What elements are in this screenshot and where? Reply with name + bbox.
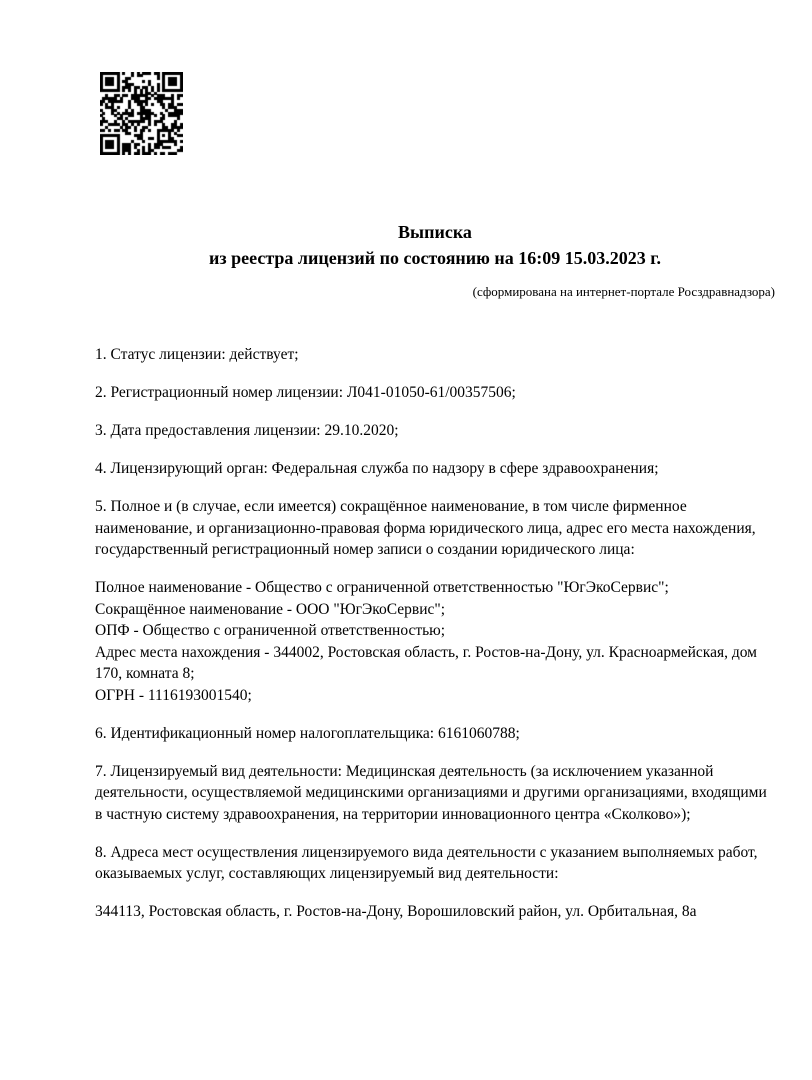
paragraph-line: Сокращённое наименование - ООО "ЮгЭкоСервис"; bbox=[95, 600, 446, 618]
document-body bbox=[0, 301, 812, 923]
paragraph bbox=[95, 420, 775, 442]
paragraph-line: ОГРН - 1116193001540; bbox=[95, 686, 252, 704]
paragraph-line: Адрес места нахождения - 344002, Ростовская область, г. Ростов-на-Дону, ул. Красноармейская, дом 170, комната 8; bbox=[95, 643, 757, 682]
paragraph-line: 5. Полное и (в случае, если имеется) сокращённое наименование, в том числе фирменное наименование, и организационно-правовая форма юридического лица, адрес его места нахождения, государственный регистрационный номер записи о создании юридического лица: bbox=[95, 498, 756, 558]
paragraph bbox=[95, 901, 775, 923]
title-line-2: из реестра лицензий по состоянию на 16:09 15.03.2023 г. bbox=[209, 248, 661, 268]
paragraph-line: 6. Идентификационный номер налогоплательщика: 6161060788; bbox=[95, 724, 520, 742]
paragraph-line: 2. Регистрационный номер лицензии: Л041-01050-61/00357506; bbox=[95, 384, 516, 401]
paragraph bbox=[95, 761, 775, 826]
paragraph-line: 344113, Ростовская область, г. Ростов-на-Дону, Ворошиловский район, ул. Орбитальная, 8а bbox=[95, 903, 697, 920]
paragraph bbox=[95, 577, 775, 706]
paragraph-line: ОПФ - Общество с ограниченной ответственностью; bbox=[95, 622, 446, 639]
paragraph bbox=[95, 458, 775, 480]
paragraph-line: 4. Лицензирующий орган: Федеральная служба по надзору в сфере здравоохранения; bbox=[95, 460, 659, 477]
paragraph bbox=[95, 496, 775, 561]
paragraph-line: 1. Статус лицензии: действует; bbox=[95, 346, 299, 363]
paragraph-line: Полное наименование - Общество с ограниченной ответственностью "ЮгЭкоСервис"; bbox=[95, 579, 669, 596]
qr-code-icon bbox=[100, 72, 183, 155]
paragraph bbox=[95, 842, 775, 885]
paragraph-line: 7. Лицензируемый вид деятельности: Медицинская деятельность (за исключением указанной деятельности, осуществляемой медицинскими организациями и другими организациями, входящими в частную систему здравоохранения, на территории инновационного центра «Сколково»); bbox=[95, 762, 767, 823]
paragraph bbox=[95, 382, 775, 404]
paragraph-line: 3. Дата предоставления лицензии: 29.10.2020; bbox=[95, 422, 399, 439]
document-subtitle: (сформирована на интернет-портале Росздравнадзора) bbox=[472, 284, 775, 299]
paragraph-line: 8. Адреса мест осуществления лицензируемого вида деятельности с указанием выполняемых работ, оказываемых услуг, составляющих лицензируемый вид деятельности: bbox=[95, 843, 758, 882]
document-title bbox=[0, 219, 812, 271]
paragraph bbox=[95, 344, 775, 366]
paragraph bbox=[95, 723, 775, 745]
title-line-1: Выписка bbox=[398, 222, 472, 242]
